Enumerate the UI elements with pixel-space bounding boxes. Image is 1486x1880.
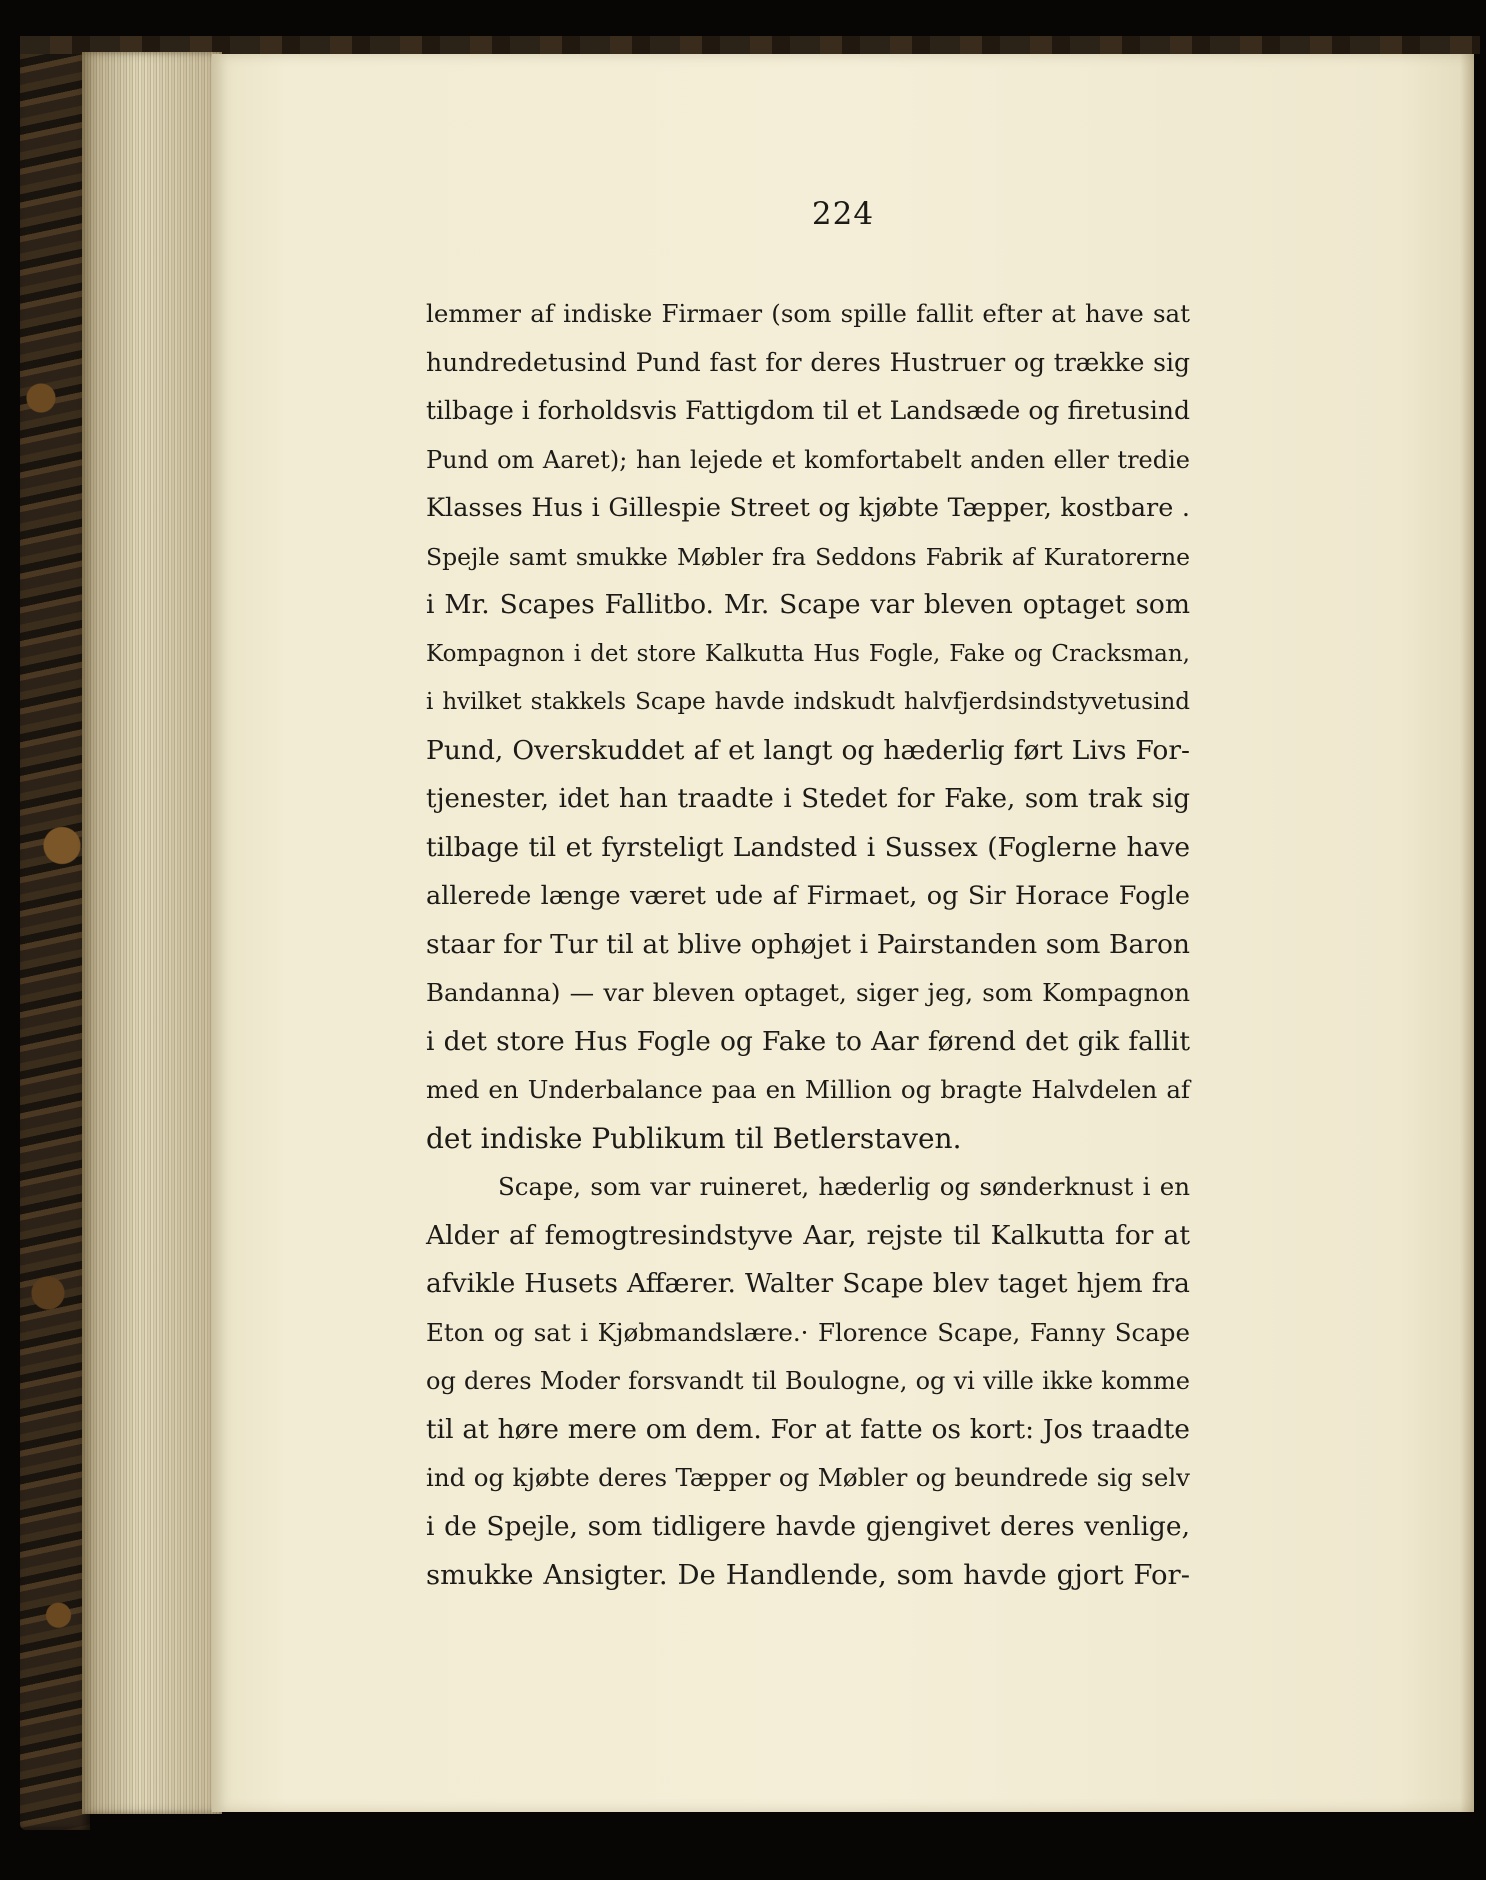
book-page (212, 54, 1474, 1812)
text-line: til at høre mere om dem. For at fatte os kort: Jos traadte (426, 1413, 1190, 1445)
book-cover-top-edge (20, 36, 1480, 54)
text-line: Kompagnon i det store Kalkutta Hus Fogle, Fake og Cracksman, (426, 640, 1190, 667)
text-line: i det store Hus Fogle og Fake to Aar førend det gik fallit (426, 1025, 1190, 1057)
text-line: ind og kjøbte deres Tæpper og Møbler og beundrede sig selv (426, 1463, 1190, 1492)
text-line: smukke Ansigter. De Handlende, som havde gjort For- (426, 1559, 1190, 1591)
text-line: Bandanna) — var bleven optaget, siger jeg, som Kompagnon (426, 978, 1190, 1007)
text-line: i de Spejle, som tidligere havde gjengivet deres venlige, (426, 1510, 1190, 1542)
text-line: i Mr. Scapes Fallitbo. Mr. Scape var bleven optaget som (426, 589, 1190, 620)
text-line: tilbage til et fyrsteligt Landsted i Sussex (Foglerne have (426, 831, 1190, 863)
text-line: hundredetusind Pund fast for deres Hustruer og trække sig (426, 347, 1190, 377)
paragraph (426, 1163, 1190, 1600)
text-line: afvikle Husets Affærer. Walter Scape blev taget hjem fra (426, 1268, 1190, 1299)
text-line: Scape, som var ruineret, hæderlig og sønderknust i en (498, 1172, 1190, 1201)
text-line: Pund, Overskuddet af et langt og hæderlig ført Livs For- (426, 734, 1190, 766)
text-line: staar for Tur til at blive ophøjet i Pairstanden som Baron (426, 928, 1190, 960)
paragraph (426, 290, 1190, 1163)
text-line: Klasses Hus i Gillespie Street og kjøbte Tæpper, kostbare . (426, 493, 1190, 523)
text-line: og deres Moder forsvandt til Boulogne, og vi ville ikke komme (426, 1367, 1190, 1395)
text-line: Spejle samt smukke Møbler fra Seddons Fabrik af Kuratorerne (426, 542, 1190, 571)
text-line: Pund om Aaret); han lejede et komfortabelt anden eller tredie (426, 445, 1190, 474)
text-line: allerede længe været ude af Firmaet, og Sir Horace Fogle (426, 881, 1190, 911)
text-line: med en Underbalance paa en Million og bragte Halvdelen af (426, 1075, 1190, 1104)
text-line: i hvilket stakkels Scape havde indskudt halvfjerdsindstyvetusind (426, 689, 1190, 715)
text-line: tilbage i forholdsvis Fattigdom til et Landsæde og firetusind (426, 396, 1190, 425)
text-line: Alder af femogtresindstyve Aar, rejste til Kalkutta for at (426, 1219, 1190, 1251)
page-right-rim (1460, 54, 1474, 1812)
text-line: det indiske Publikum til Betlerstaven. (426, 1121, 962, 1155)
text-line: Eton og sat i Kjøbmandslære.· Florence Scape, Fanny Scape (426, 1317, 1190, 1347)
page-edges-shadow (82, 52, 222, 1814)
body-text (426, 290, 1190, 1600)
book-cover-board (20, 40, 90, 1830)
text-line: lemmer af indiske Firmaer (som spille fallit efter at have sat (426, 299, 1190, 328)
page-number: 224 (811, 196, 875, 232)
text-line: tjenester, idet han traadte i Stedet for Fake, som trak sig (426, 784, 1190, 814)
